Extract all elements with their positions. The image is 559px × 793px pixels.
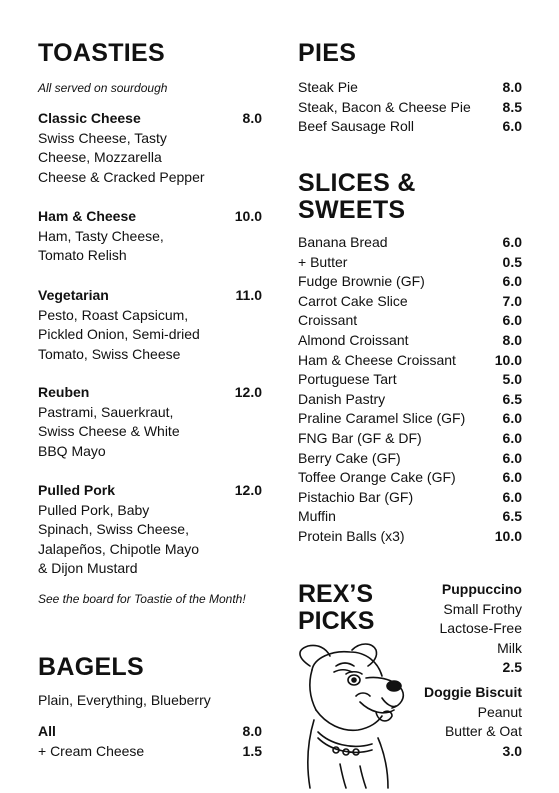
item-name: Danish Pastry — [298, 390, 386, 407]
rex-heading-line1: REX’S — [298, 580, 374, 608]
item-desc: Pastrami, Sauerkraut, — [38, 403, 174, 420]
item-price: 2.5 — [502, 659, 522, 676]
item-desc: Jalapeños, Chipotle Mayo — [38, 540, 200, 557]
item-price: 5.0 — [502, 371, 522, 388]
toastie-item — [38, 481, 262, 579]
item-price: 10.0 — [234, 208, 262, 224]
toastie-item — [38, 109, 262, 187]
item-name: Carrot Cake Slice — [298, 292, 408, 309]
item-desc: Pickled Onion, Semi-dried — [38, 326, 200, 343]
item-name: Toffee Orange Cake (GF) — [298, 469, 456, 486]
item-price: 6.5 — [502, 390, 522, 407]
bagels-heading: BAGELS — [38, 653, 144, 681]
toastie-item — [38, 383, 262, 461]
list-item — [298, 351, 522, 371]
slices-heading-line2: SWEETS — [298, 196, 406, 224]
toastie-of-month-note: See the board for Toastie of the Month! — [38, 592, 246, 606]
item-name: Pulled Pork — [38, 482, 116, 498]
toasties-heading: TOASTIES — [38, 39, 165, 67]
item-name: Classic Cheese — [38, 110, 141, 126]
item-name: Fudge Brownie (GF) — [298, 273, 425, 290]
list-item — [298, 98, 522, 118]
item-desc: Tomato, Swiss Cheese — [38, 345, 181, 362]
item-price: 8.0 — [242, 723, 262, 739]
item-name: Muffin — [298, 508, 336, 525]
list-item — [298, 233, 522, 253]
item-desc: Pulled Pork, Baby — [38, 501, 150, 518]
item-name: Portuguese Tart — [298, 371, 397, 388]
item-name: Almond Croissant — [298, 331, 409, 348]
item-name: Steak Pie — [298, 79, 358, 95]
item-name: Praline Caramel Slice (GF) — [298, 410, 466, 427]
item-name: Ham & Cheese — [38, 208, 137, 224]
item-price: 6.0 — [502, 118, 522, 135]
item-name: Ham & Cheese Croissant — [298, 351, 456, 368]
list-item — [298, 292, 522, 312]
item-price: 6.0 — [502, 312, 522, 329]
list-item — [298, 272, 522, 292]
list-item — [298, 468, 522, 488]
item-price: 1.5 — [242, 742, 262, 759]
item-price: 10.0 — [494, 527, 522, 544]
puppuccino-item — [400, 580, 522, 678]
list-item — [298, 409, 522, 429]
item-name: + Cream Cheese — [38, 742, 145, 759]
list-item — [298, 429, 522, 449]
item-desc: Ham, Tasty Cheese, — [38, 227, 164, 244]
rex-picks-heading — [298, 581, 408, 635]
item-desc: Cheese & Cracked Pepper — [38, 168, 205, 185]
list-item — [298, 370, 522, 390]
item-desc: Small Frothy — [443, 600, 522, 617]
list-item — [298, 117, 522, 137]
dog-illustration — [296, 640, 416, 790]
pies-list — [298, 78, 522, 137]
item-name: Reuben — [38, 384, 90, 400]
item-price: 3.0 — [502, 742, 522, 759]
slices-list — [298, 233, 522, 547]
item-desc: Lactose-Free — [439, 620, 522, 637]
item-price: 6.0 — [502, 410, 522, 427]
item-name: Steak, Bacon & Cheese Pie — [298, 98, 471, 115]
item-price: 11.0 — [235, 287, 262, 303]
list-item — [298, 488, 522, 508]
item-price: 6.0 — [502, 429, 522, 446]
item-name: Berry Cake (GF) — [298, 449, 401, 466]
item-desc: Spinach, Swiss Cheese, — [38, 521, 189, 538]
item-price: 6.0 — [502, 234, 522, 250]
item-name: Beef Sausage Roll — [298, 118, 414, 135]
item-name: Vegetarian — [38, 287, 109, 303]
item-desc: Tomato Relish — [38, 247, 127, 264]
item-name: Doggie Biscuit — [423, 684, 522, 700]
item-price: 0.5 — [502, 253, 522, 270]
item-desc: Pesto, Roast Capsicum, — [38, 306, 189, 323]
slices-heading-line1: SLICES & — [298, 169, 416, 197]
list-item — [298, 311, 522, 331]
bagels-prices — [38, 722, 262, 761]
item-price: 6.0 — [502, 469, 522, 486]
list-item — [298, 78, 522, 98]
item-price: 8.0 — [502, 331, 522, 348]
item-desc: Cheese, Mozzarella — [38, 149, 162, 166]
toasties-note: All served on sourdough — [38, 81, 168, 95]
list-item — [298, 449, 522, 469]
doggie-biscuit-item — [400, 683, 522, 761]
list-item — [298, 390, 522, 410]
item-price: 6.0 — [502, 449, 522, 466]
toastie-item — [38, 207, 262, 266]
item-price: 6.0 — [502, 273, 522, 290]
item-price: 8.0 — [502, 79, 522, 95]
rex-heading-line2: PICKS — [298, 607, 375, 635]
item-name: All — [38, 723, 56, 739]
pies-heading: PIES — [298, 39, 357, 67]
bagels-desc: Plain, Everything, Blueberry — [38, 692, 211, 708]
item-desc: & Dijon Mustard — [38, 560, 138, 577]
item-name: Banana Bread — [298, 234, 388, 250]
item-desc: Peanut — [477, 703, 522, 720]
list-item — [298, 527, 522, 547]
item-desc: Swiss Cheese & White — [38, 423, 180, 440]
item-price: 8.5 — [502, 98, 522, 115]
item-desc: Milk — [497, 639, 522, 656]
item-price: 6.5 — [502, 508, 522, 525]
item-price: 8.0 — [242, 110, 262, 126]
item-price: 7.0 — [502, 292, 522, 309]
item-name: FNG Bar (GF & DF) — [298, 429, 422, 446]
list-item — [298, 507, 522, 527]
item-name: Pistachio Bar (GF) — [298, 488, 414, 505]
item-price: 6.0 — [502, 488, 522, 505]
item-price: 12.0 — [234, 482, 262, 498]
item-name: Protein Balls (x3) — [298, 527, 405, 544]
item-name: + Butter — [298, 253, 348, 270]
item-price: 10.0 — [494, 351, 522, 368]
item-name: Puppuccino — [441, 581, 522, 597]
item-desc: BBQ Mayo — [38, 442, 106, 459]
item-desc: Swiss Cheese, Tasty — [38, 129, 167, 146]
list-item — [298, 331, 522, 351]
item-price: 12.0 — [234, 384, 262, 400]
item-desc: Butter & Oat — [444, 723, 522, 740]
list-item — [298, 253, 522, 273]
toastie-item — [38, 286, 262, 364]
item-name: Croissant — [298, 312, 358, 329]
